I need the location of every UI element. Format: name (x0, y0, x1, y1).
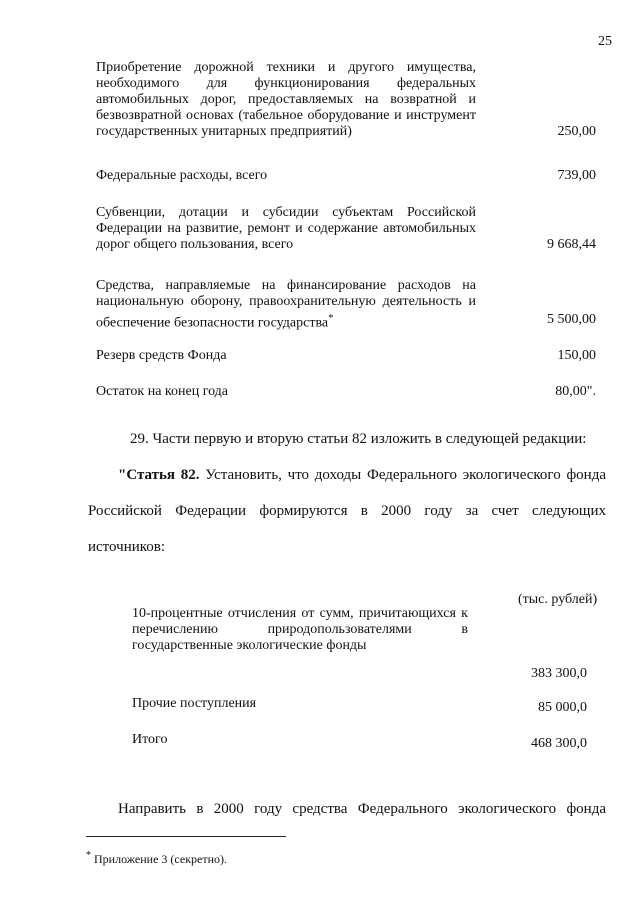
revenue-label: 10-процентные отчисления от сумм, причитающихся к перечислению природопользователями в государственные экологические фонды (132, 606, 468, 653)
expense-row (96, 278, 596, 331)
expense-row (96, 60, 596, 140)
expense-label: Субвенции, дотации и субсидии субъектам Российской Федерации на развитие, ремонт и содержание автомобильных дорог общего пользования, всего (96, 205, 476, 252)
footnote (86, 850, 227, 867)
article-82-line-2: Российской Федерации формируются в 2000 году за счет следующих (88, 503, 606, 519)
page-number: 25 (598, 34, 612, 49)
expense-row (96, 168, 596, 186)
paragraph-29: 29. Части первую и вторую статьи 82 изложить в следующей редакции: (130, 431, 587, 447)
closing-paragraph: Направить в 2000 году средства Федерального экологического фонда (118, 801, 606, 817)
expense-label: Приобретение дорожной техники и другого имущества, необходимого для функционирования федеральных автомобильных дорог, предоставляемых на возвратной и безвозвратной основах (табельное оборудование и инструмент государственных унитарных предприятий) (96, 60, 476, 139)
article-82-title: "Статья 82. (118, 467, 200, 483)
expense-value: 250,00 (557, 124, 596, 139)
revenue-row (132, 606, 587, 686)
footnote-marker: * (328, 312, 334, 324)
article-82-line-1 (118, 466, 606, 484)
article-82-text: Установить, что доходы Федерального экологического фонда (205, 467, 606, 483)
expense-label: Остаток на конец года (96, 384, 229, 399)
revenue-value: 85 000,0 (538, 700, 587, 715)
expense-value: 150,00 (557, 348, 596, 363)
footnote-text: Приложение 3 (секретно). (94, 852, 228, 866)
expense-label: Федеральные расходы, всего (96, 168, 268, 183)
footnote-divider (86, 836, 286, 837)
expense-value: 9 668,44 (547, 237, 596, 252)
expense-value: 80,00". (555, 384, 596, 399)
revenue-row (132, 696, 587, 714)
expense-label: Резерв средств Фонда (96, 348, 227, 363)
revenue-value: 468 300,0 (531, 736, 587, 751)
revenue-row (132, 732, 587, 750)
expense-row (96, 348, 596, 366)
footnote-marker: * (86, 850, 91, 861)
expense-value: 5 500,00 (547, 312, 596, 327)
revenue-label: Итого (132, 732, 168, 747)
unit-label: (тыс. рублей) (518, 592, 598, 607)
expense-value: 739,00 (557, 168, 596, 183)
expense-label (96, 278, 476, 332)
expense-row (96, 384, 596, 402)
revenue-value: 383 300,0 (531, 666, 587, 681)
expense-label-text: Средства, направляемые на финансирование расходов на национальную оборону, правоохранительную деятельность и обеспечение безопасности государства (96, 278, 476, 331)
revenue-label: Прочие поступления (132, 696, 257, 711)
expense-row (96, 205, 596, 253)
article-82-line-3: источников: (88, 539, 166, 555)
